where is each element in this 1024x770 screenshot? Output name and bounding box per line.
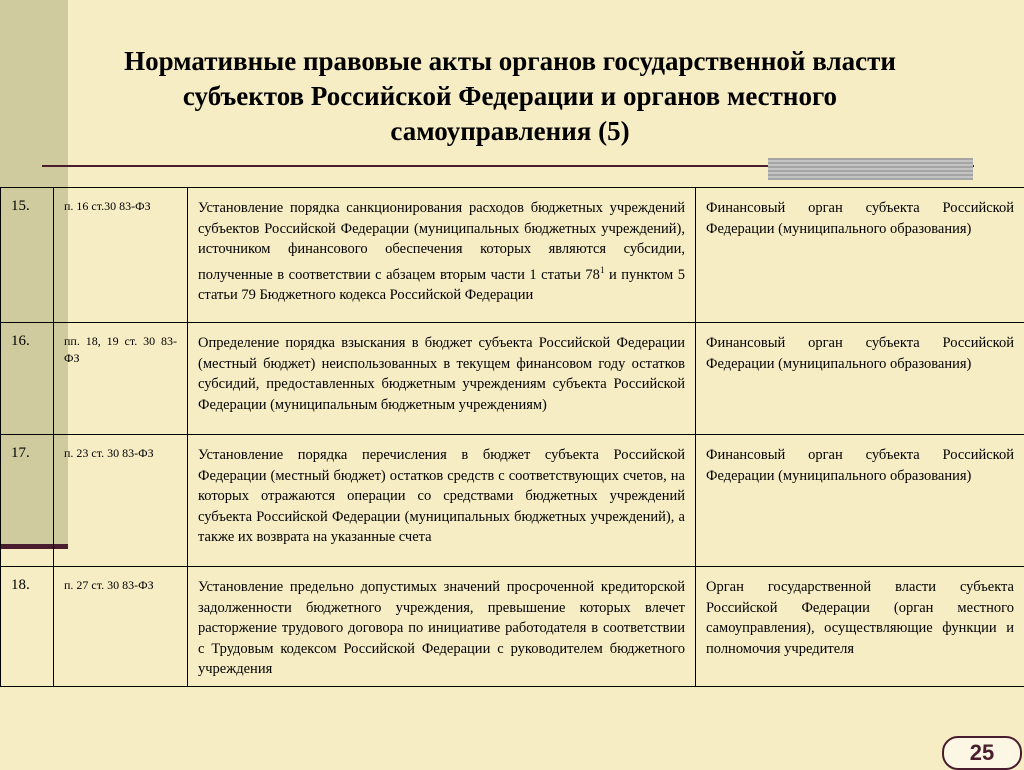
table-row: [1, 567, 1024, 687]
row-number: 15.: [1, 188, 54, 323]
decorative-gray-strip: [768, 158, 973, 180]
row-description-text-tail: и пунктом 5 статьи 79 Бюджетного кодекса Российской Федерации: [198, 266, 685, 303]
row-description-superscript: 1: [600, 265, 605, 275]
row-description: [188, 188, 696, 323]
row-organ: Финансовый орган субъекта Российской Федерации (муниципального образования): [696, 435, 1024, 567]
slide-title: Нормативные правовые акты органов государственной власти субъектов Российской Федерации и органов местного самоуправления (5): [90, 44, 930, 149]
row-reference: пп. 18, 19 ст. 30 83-ФЗ: [54, 323, 188, 435]
table-row: [1, 188, 1024, 323]
page-number-badge: 25: [942, 736, 1022, 770]
row-reference: п. 16 ст.30 83-ФЗ: [54, 188, 188, 323]
table-row: [1, 323, 1024, 435]
row-organ: Орган государственной власти субъекта Российской Федерации (орган местного самоуправления), осуществляющие функции и полномочия учредителя: [696, 567, 1024, 687]
row-reference: п. 27 ст. 30 83-ФЗ: [54, 567, 188, 687]
row-description-text: Установление порядка санкционирования расходов бюджетных учреждений субъектов Российской Федерации (муниципальных бюджетных учреждений), источником финансового обеспечения которых являются субсидии, полученные в соответствии с абзацем вторым части 1 статьи 78: [198, 200, 685, 282]
row-number: 16.: [1, 323, 54, 435]
row-number: 18.: [1, 567, 54, 687]
row-description: Определение порядка взыскания в бюджет субъекта Российской Федерации (местный бюджет) неиспользованных в текущем финансовом году остатков субсидий, предоставленных бюджетным учреждениям субъекта Российской Федерации (муниципальным бюджетным учреждениям): [188, 323, 696, 435]
acts-table: [0, 187, 1024, 687]
row-description: Установление предельно допустимых значений просроченной кредиторской задолженности бюджетного учреждения, превышение которых влечет расторжение трудового договора по инициативе работодателя в соответствии с Трудовым кодексом Российской Федерации с руководителем бюджетного учреждения: [188, 567, 696, 687]
table-row: [1, 435, 1024, 567]
row-organ: Финансовый орган субъекта Российской Федерации (муниципального образования): [696, 188, 1024, 323]
row-number: 17.: [1, 435, 54, 567]
row-reference: п. 23 ст. 30 83-ФЗ: [54, 435, 188, 567]
row-organ: Финансовый орган субъекта Российской Федерации (муниципального образования): [696, 323, 1024, 435]
row-description: Установление порядка перечисления в бюджет субъекта Российской Федерации (местный бюджет) остатков средств с соответствующих счетов, на которых отражаются операции со средствами бюджетных учреждений субъекта Российской Федерации (муниципальных бюджетных учреждений), а также их возврата на указанные счета: [188, 435, 696, 567]
